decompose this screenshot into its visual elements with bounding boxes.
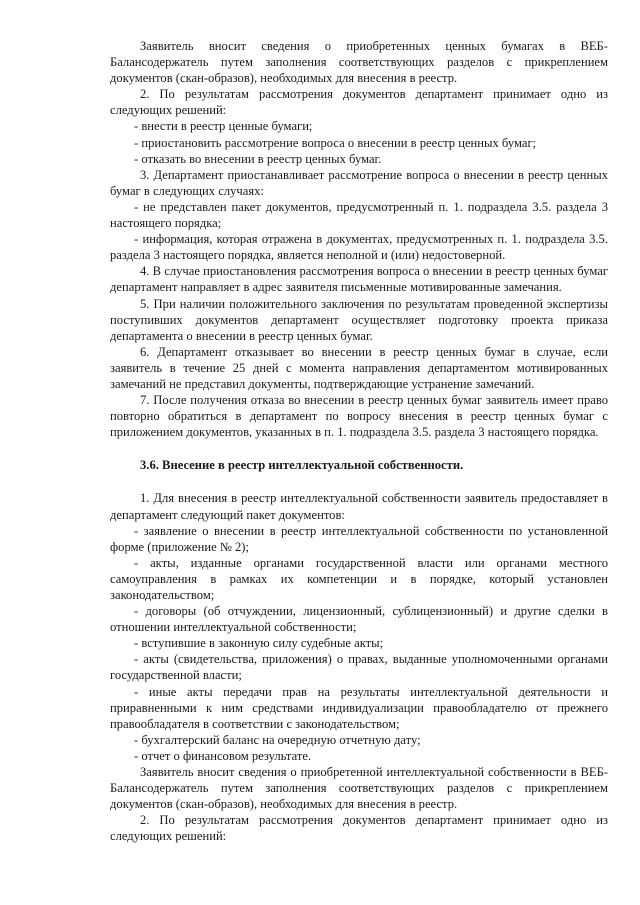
paragraph: 3. Департамент приостанавливает рассмотрение вопроса о внесении в реестр ценных бумаг в следующих случаях: bbox=[110, 167, 608, 198]
list-item: - приостановить рассмотрение вопроса о внесении в реестр ценных бумаг; bbox=[134, 135, 537, 150]
list-item: - вступившие в законную силу судебные акты; bbox=[134, 636, 384, 651]
list-item: - акты (свидетельства, приложения) о правах, выданные уполномоченными органами государственной власти; bbox=[110, 652, 608, 683]
paragraph: Заявитель вносит сведения о приобретенных ценных бумагах в ВЕБ-Балансодержатель путем заполнения соответствующих разделов с прикреплением документов (скан-образов), необходимых для внесения в реестр. bbox=[110, 39, 608, 86]
paragraph: 2. По результатам рассмотрения документов департамент принимает одно из следующих решений: bbox=[110, 813, 608, 844]
list-item: - акты, изданные органами государственной власти или органами местного самоуправления в рамках их компетенции и в порядке, который установлен законодательством; bbox=[110, 555, 608, 602]
document-page bbox=[110, 38, 608, 845]
list-item: - отказать во внесении в реестр ценных бумаг. bbox=[134, 151, 382, 166]
list-item: - бухгалтерский баланс на очередную отчетную дату; bbox=[134, 732, 421, 747]
paragraph: 7. После получения отказа во внесении в реестр ценных бумаг заявитель имеет право повторно обратиться в департамент по вопросу внесения в реестр ценных бумаг с приложением документов, указанных в п. 1. подраздела 3.5. раздела 3 настоящего порядка. bbox=[110, 393, 608, 440]
paragraph: 5. При наличии положительного заключения по результатам проведенной экспертизы поступивших документов департамент осуществляет подготовку проекта приказа департамента о внесении в реестр ценных бумаг. bbox=[110, 296, 608, 343]
list-item: - договоры (об отчуждении, лицензионный, сублицензионный) и другие сделки в отношении интеллектуальной собственности; bbox=[110, 604, 608, 635]
list-item: - внести в реестр ценные бумаги; bbox=[134, 119, 313, 134]
list-item: - информация, которая отражена в документах, предусмотренных п. 1. подраздела 3.5. раздела 3 настоящего порядка, является неполной и (или) недостоверной. bbox=[110, 232, 608, 263]
list-item: - не представлен пакет документов, предусмотренный п. 1. подраздела 3.5. раздела 3 настоящего порядка; bbox=[110, 199, 608, 231]
list-item: - иные акты передачи прав на результаты интеллектуальной деятельности и приравненными к ним средствами индивидуализации правообладателю от прежнего правообладателя в соответствии с законодательством; bbox=[110, 684, 608, 731]
section-heading: 3.6. Внесение в реестр интеллектуальной собственности. bbox=[140, 458, 464, 473]
list-item: - отчет о финансовом результате. bbox=[134, 748, 312, 763]
paragraph: 1. Для внесения в реестр интеллектуальной собственности заявитель предоставляет в департамент следующий пакет документов: bbox=[110, 491, 608, 522]
paragraph: 4. В случае приостановления рассмотрения вопроса о внесении в реестр ценных бумаг департамент направляет в адрес заявителя письменные мотивированные замечания. bbox=[110, 264, 608, 295]
paragraph: 2. По результатам рассмотрения документов департамент принимает одно из следующих решений: bbox=[110, 87, 608, 118]
paragraph: 6. Департамент отказывает во внесении в реестр ценных бумаг в случае, если заявитель в течение 25 дней с момента направления департаментом мотивированных замечаний не представил документы, подтверждающие устранение замечаний. bbox=[110, 344, 608, 391]
paragraph: Заявитель вносит сведения о приобретенной интеллектуальной собственности в ВЕБ-Балансодержатель путем заполнения соответствующих разделов с прикреплением документов (скан-образов), необходимых для внесения в реестр. bbox=[110, 765, 608, 812]
list-item: - заявление о внесении в реестр интеллектуальной собственности по установленной форме (приложение № 2); bbox=[110, 523, 608, 554]
